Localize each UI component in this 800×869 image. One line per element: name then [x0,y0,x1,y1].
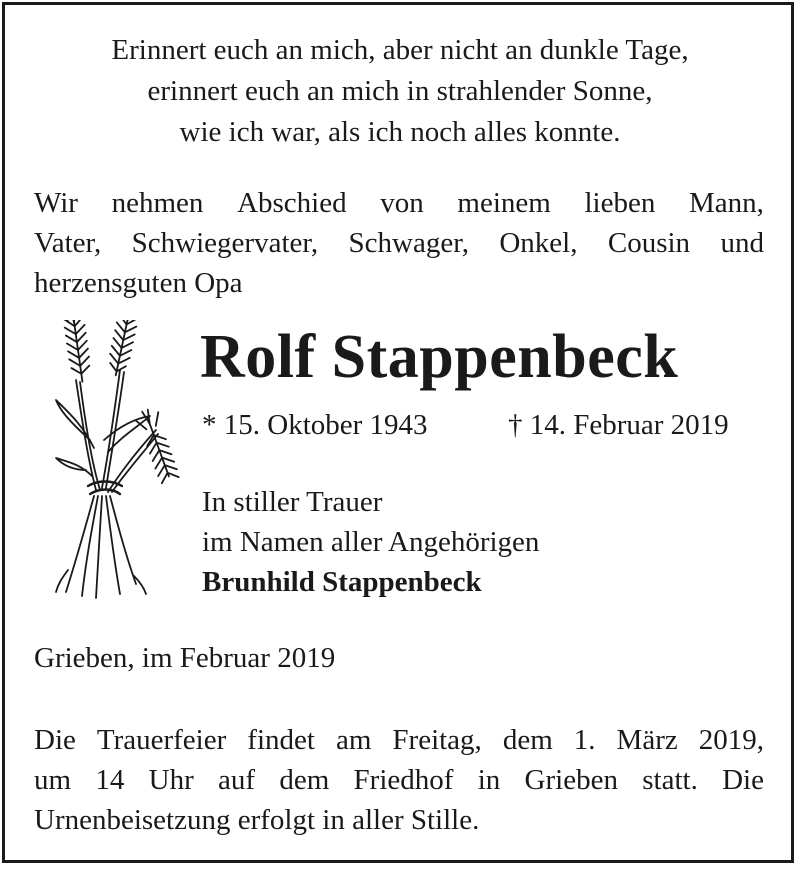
poem-line: wie ich war, als ich noch alles konnte. [179,116,621,148]
word: Schwager, [348,227,469,259]
word: und [720,227,764,259]
word: Abschied [237,187,347,219]
funeral-info [34,720,764,840]
intro-line: herzensguten Opa [34,267,243,299]
mourning-line: In stiller Trauer [202,486,383,518]
poem-line: Erinnert euch an mich, aber nicht an dunkle Tage, [111,34,689,66]
funeral-line [34,720,764,760]
word: dem [279,764,330,796]
funeral-line [34,760,764,800]
word: Trauerfeier [96,724,227,756]
wheat-bundle-icon [38,320,188,605]
word: auf [218,764,256,796]
word: 14 [95,764,125,796]
word: Friedhof [353,764,454,796]
poem [20,30,780,153]
word: Onkel, [499,227,578,259]
mourning-line: im Namen aller Angehörigen [202,526,540,558]
word: Freitag, [392,724,482,756]
birth-date: * 15. Oktober 1943 [202,409,428,441]
death-date: † 14. Februar 2019 [508,409,729,441]
word: dem [502,724,553,756]
word: Wir [34,187,78,219]
word: 1. [573,724,596,756]
word: Mann, [689,187,764,219]
word: in [477,764,501,796]
signer-name: Brunhild Stappenbeck [202,566,482,598]
deceased-name: Rolf Stappenbeck [200,323,679,391]
word: am [335,724,372,756]
funeral-line: Urnenbeisetzung erfolgt in aller Stille. [34,804,480,836]
word: Cousin [607,227,691,259]
word: 2019, [698,724,764,756]
word: meinem [457,187,551,219]
life-dates [202,407,766,443]
word: Uhr [148,764,194,796]
word: lieben [584,187,656,219]
word: Die [722,764,764,796]
poem-line: erinnert euch an mich in strahlender Sonne, [147,75,653,107]
mourners-block [202,482,539,602]
word: Die [34,724,76,756]
farewell-intro [34,183,764,303]
word: Schwiegervater, [131,227,319,259]
word: März [616,724,678,756]
place-date: Grieben, im Februar 2019 [34,642,336,674]
intro-line [34,223,764,263]
intro-line [34,183,764,223]
word: um [34,764,72,796]
word: statt. [642,764,698,796]
word: Vater, [34,227,102,259]
word: findet [247,724,315,756]
word: nehmen [111,187,204,219]
word: Grieben [524,764,618,796]
word: von [380,187,424,219]
